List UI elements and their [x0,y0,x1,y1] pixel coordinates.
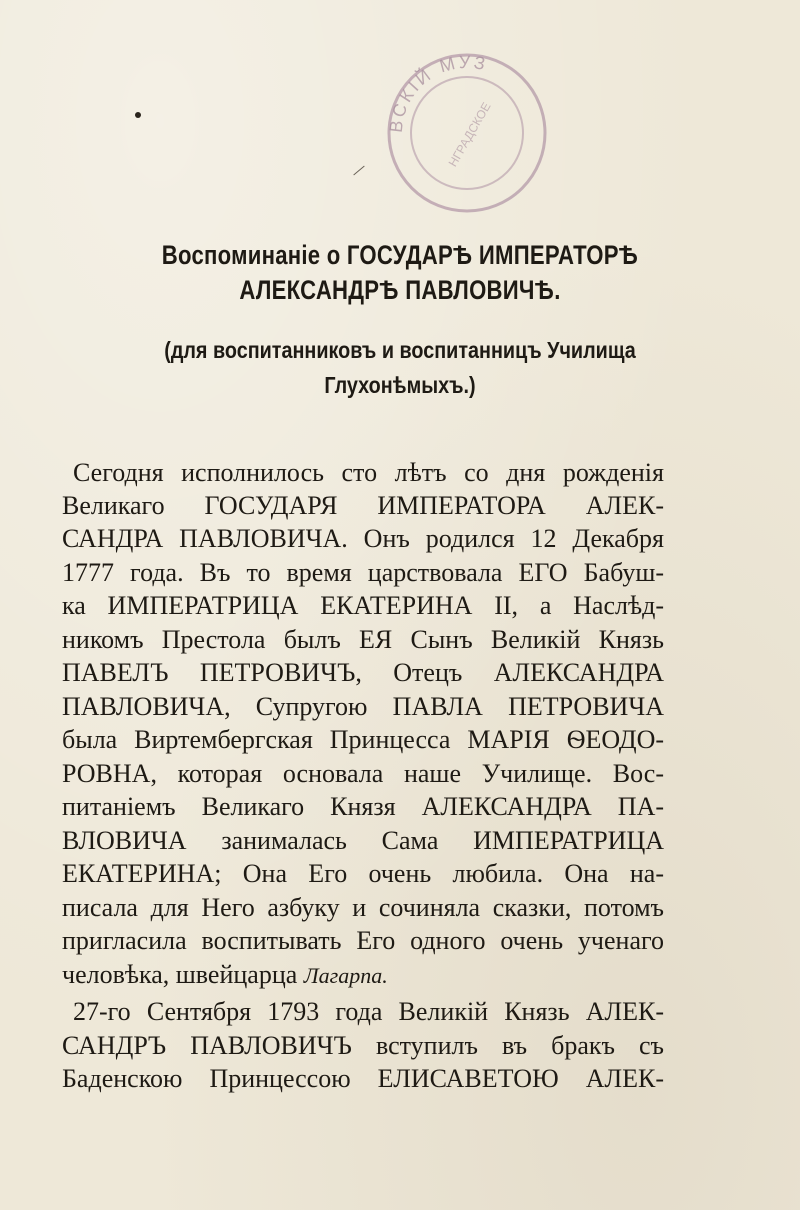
body-line-text: человѣка, швейцарца [62,960,298,989]
body-line: САНДРА ПАВЛОВИЧА. Онъ родился 12 Декабря [62,524,664,553]
body-line: пригласила воспитывать Его одного очень ученаго [62,926,664,955]
stamp-inner-text: НГРАДСКОЕ [445,99,494,170]
pencil-mark [353,166,364,176]
body-line: никомъ Престола былъ ЕЯ Сынъ Великій Князь [62,625,664,654]
ink-dot [135,112,141,118]
body-line: была Виртембергская Принцесса МАРІЯ ѲЕОДО- [62,725,664,754]
body-line: писала для Него азбуку и сочиняла сказки, потомъ [62,893,664,922]
body-line: ПАВЕЛЪ ПЕТРОВИЧЪ, Отецъ АЛЕКСАНДРА [62,658,664,687]
body-line: 1777 года. Въ то время царствовала ЕГО Бабуш- [62,558,664,587]
subtitle-line-2: Глухонѣмыхъ.) [324,372,476,398]
italic-name: Лагарпа. [303,963,388,988]
body-line: 27-го Сентября 1793 года Великій Князь АЛЕК- [73,997,664,1026]
body-line: Великаго ГОСУДАРЯ ИМПЕРАТОРА АЛЕК- [62,491,664,520]
body-line: САНДРЪ ПАВЛОВИЧЪ вступилъ въ бракъ съ [62,1031,664,1060]
body-line: ЕКАТЕРИНА; Она Его очень любила. Она на- [62,859,664,888]
title-line-2: АЛЕКСАНДРѢ ПАВЛОВИЧѢ. [239,275,561,305]
body-line: Баденскою Принцессою ЕЛИСАВЕТОЮ АЛЕК- [62,1064,664,1093]
body-line: ВЛОВИЧА занималась Сама ИМПЕРАТРИЦА [62,826,664,855]
body-line-with-italic [62,958,664,993]
subtitle-line-1: (для воспитанниковъ и воспитанницъ Училища [164,337,636,363]
museum-stamp [382,48,552,218]
stamp-text: ВСКІЙ МУЗ [385,51,490,134]
body-line: питаніемъ Великаго Князя АЛЕКСАНДРА ПА- [62,792,664,821]
body-line: РОВНА, которая основала наше Училище. Вос- [62,759,664,788]
title-line-1: Воспоминаніе о ГОСУДАРѢ ИМПЕРАТОРѢ [161,240,639,270]
body-line: Сегодня исполнилось сто лѣтъ со дня рожденія [73,458,664,487]
body-line: ка ИМПЕРАТРИЦА ЕКАТЕРИНА II, а Наслѣд- [62,591,664,620]
body-line: ПАВЛОВИЧА, Супругою ПАВЛА ПЕТРОВИЧА [62,692,664,721]
